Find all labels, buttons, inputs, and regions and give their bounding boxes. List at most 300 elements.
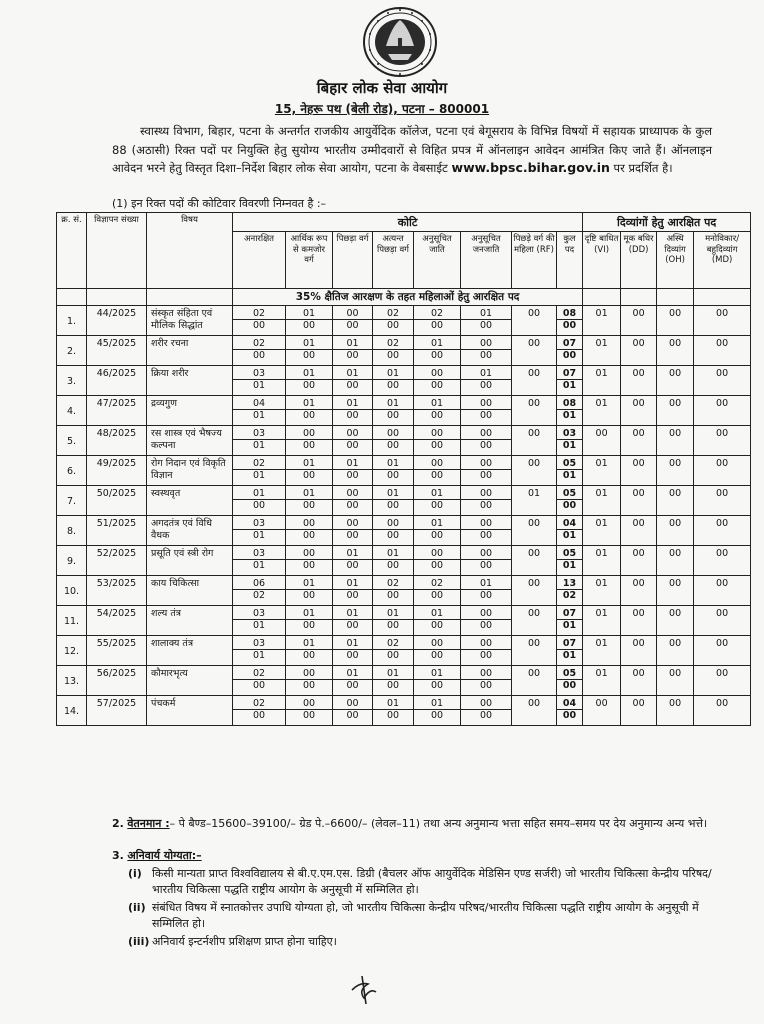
cell-women: 00 (373, 590, 414, 606)
cell-disabled: 00 (694, 366, 751, 396)
col-ebc: अत्यन्त पिछड़ा वर्ग (373, 232, 414, 289)
cell-disabled: 00 (621, 456, 657, 486)
row-subject: शरीर रचना (147, 336, 233, 366)
cell-general: 03 (233, 366, 286, 380)
cell-total: 07 (557, 336, 583, 350)
cell-women: 00 (414, 440, 461, 456)
cell-total: 05 (557, 486, 583, 500)
col-vi: दृष्टि बाधित (VI) (583, 232, 621, 289)
table-row (57, 666, 751, 680)
cell-women: 00 (373, 710, 414, 726)
cell-general: 00 (461, 336, 512, 350)
row-sn: 10. (57, 576, 87, 606)
table-row (57, 636, 751, 650)
cell-women: 00 (333, 470, 373, 486)
cell-disabled: 00 (694, 426, 751, 456)
col-bc: पिछड़ा वर्ग (333, 232, 373, 289)
cell-general: 01 (373, 366, 414, 380)
cell-general: 01 (373, 486, 414, 500)
qual-num: 3. (112, 849, 124, 862)
cell-total-women: 01 (557, 650, 583, 666)
cell-total-women: 01 (557, 440, 583, 456)
cell-total-women: 00 (557, 680, 583, 696)
cell-general: 02 (233, 456, 286, 470)
cell-women: 00 (333, 560, 373, 576)
cell-women: 01 (233, 470, 286, 486)
cell-women: 00 (414, 380, 461, 396)
cell-disabled: 00 (694, 456, 751, 486)
cell-general: 01 (414, 666, 461, 680)
cell-women: 00 (373, 680, 414, 696)
row-adv-no: 53/2025 (87, 576, 147, 606)
row-sn: 11. (57, 606, 87, 636)
cell-women: 00 (333, 410, 373, 426)
cell-general: 03 (233, 426, 286, 440)
row-sn: 8. (57, 516, 87, 546)
qual-item-text: संबंधित विषय में स्नातकोत्तर उपाधि योग्यता हो, जो भारतीय चिकित्सा केन्द्रीय परिषद/भारतीय चिकित्सा पद्धति राष्ट्रीय आयोग के अनुसूची में सम्मिलित हो। (152, 901, 699, 930)
row-subject: द्रव्यगुण (147, 396, 233, 426)
cell-women: 00 (461, 500, 512, 516)
cell-general: 00 (373, 426, 414, 440)
row-adv-no: 56/2025 (87, 666, 147, 696)
row-adv-no: 44/2025 (87, 306, 147, 336)
cell-disabled: 00 (657, 396, 694, 426)
cell-disabled: 00 (657, 456, 694, 486)
cell-general: 00 (286, 546, 333, 560)
cell-women: 00 (461, 530, 512, 546)
cell-women: 00 (373, 620, 414, 636)
cell-women: 00 (286, 590, 333, 606)
cell-women: 00 (286, 710, 333, 726)
cell-disabled: 00 (621, 546, 657, 576)
cell-general: 01 (286, 486, 333, 500)
col-total: कुल पद (557, 232, 583, 289)
cell-general: 01 (286, 636, 333, 650)
cell-general: 02 (233, 306, 286, 320)
cell-total: 05 (557, 546, 583, 560)
cell-total: 07 (557, 366, 583, 380)
cell-general: 00 (461, 516, 512, 530)
cell-women: 00 (414, 560, 461, 576)
col-st: अनुसूचित जनजाति (461, 232, 512, 289)
cell-women: 00 (373, 410, 414, 426)
cell-general: 01 (333, 546, 373, 560)
cell-women: 00 (333, 380, 373, 396)
table-row (57, 306, 751, 320)
qual-item-text: अनिवार्य इन्टर्नशीप प्रशिक्षण प्राप्त होना चाहिए। (152, 935, 337, 948)
cell-disabled: 01 (583, 336, 621, 366)
row-subject: शल्य तंत्र (147, 606, 233, 636)
row-adv-no: 57/2025 (87, 696, 147, 726)
cell-disabled: 00 (657, 366, 694, 396)
cell-total: 08 (557, 396, 583, 410)
cell-women: 00 (286, 680, 333, 696)
cell-total-women: 01 (557, 380, 583, 396)
table-row (57, 486, 751, 500)
cell-total: 04 (557, 516, 583, 530)
cell-rf: 00 (512, 666, 557, 696)
cell-total: 05 (557, 456, 583, 470)
cell-women: 00 (461, 380, 512, 396)
row-subject: रोग निदान एवं विकृति विज्ञान (147, 456, 233, 486)
row-subject: काय चिकित्सा (147, 576, 233, 606)
col-rf: पिछड़े वर्ग की महिला (RF) (512, 232, 557, 289)
cell-women: 00 (373, 350, 414, 366)
cell-disabled: 01 (583, 486, 621, 516)
row-sn: 9. (57, 546, 87, 576)
cell-total-women: 02 (557, 590, 583, 606)
cell-disabled: 00 (657, 516, 694, 546)
cell-women: 01 (233, 410, 286, 426)
cell-women: 00 (373, 530, 414, 546)
cell-general: 04 (233, 396, 286, 410)
website-link[interactable]: www.bpsc.bihar.gov.in (451, 160, 610, 175)
cell-disabled: 00 (694, 396, 751, 426)
col-adv: विज्ञापन संख्या (87, 213, 147, 289)
cell-general: 00 (414, 366, 461, 380)
cell-women: 00 (233, 710, 286, 726)
cell-total-women: 00 (557, 710, 583, 726)
cell-general: 00 (333, 426, 373, 440)
pay-text: – पे बैण्ड–15600–39100/– ग्रेड पे.–6600/– (लेवल–11) तथा अन्य अनुमान्य भत्ता सहित समय–समय पर देय अनुमान्य अन्य भत्ते। (169, 817, 708, 830)
cell-women: 01 (233, 380, 286, 396)
cell-rf: 00 (512, 306, 557, 336)
cell-women: 00 (286, 620, 333, 636)
col-md: मनोविकार/ बहुदिव्यांग (MD) (694, 232, 751, 289)
row-subject: स्वस्थवृत (147, 486, 233, 516)
row-subject: संस्कृत संहिता एवं मौलिक सिद्धांत (147, 306, 233, 336)
cell-disabled: 00 (657, 606, 694, 636)
cell-general: 01 (414, 606, 461, 620)
cell-general: 00 (414, 546, 461, 560)
cell-women: 00 (233, 680, 286, 696)
cell-general: 01 (286, 606, 333, 620)
col-ews: आर्थिक रूप से कमजोर वर्ग (286, 232, 333, 289)
cell-women: 00 (333, 620, 373, 636)
cell-total: 03 (557, 426, 583, 440)
cell-women: 00 (461, 470, 512, 486)
cell-disabled: 00 (657, 426, 694, 456)
cell-general: 00 (286, 426, 333, 440)
cell-general: 00 (373, 516, 414, 530)
qualification-section (112, 848, 722, 950)
cell-disabled: 00 (657, 666, 694, 696)
cell-disabled: 00 (694, 306, 751, 336)
cell-general: 00 (461, 426, 512, 440)
cell-disabled: 00 (621, 306, 657, 336)
table-row (57, 606, 751, 620)
cell-disabled: 01 (583, 636, 621, 666)
cell-total-women: 01 (557, 410, 583, 426)
cell-women: 00 (286, 410, 333, 426)
cell-general: 01 (461, 576, 512, 590)
cell-women: 00 (233, 320, 286, 336)
row-sn: 3. (57, 366, 87, 396)
col-dd: मूक बधिर (DD) (621, 232, 657, 289)
cell-women: 00 (414, 350, 461, 366)
cell-disabled: 00 (621, 366, 657, 396)
cell-rf: 00 (512, 606, 557, 636)
cell-women: 00 (414, 320, 461, 336)
qual-item (112, 900, 722, 932)
table-row (57, 516, 751, 530)
cell-general: 02 (373, 336, 414, 350)
cell-disabled: 00 (621, 666, 657, 696)
cell-general: 00 (333, 516, 373, 530)
row-sn: 6. (57, 456, 87, 486)
cell-disabled: 00 (694, 486, 751, 516)
cell-women: 00 (373, 560, 414, 576)
cell-total: 04 (557, 696, 583, 710)
pay-label: वेतनमान : (127, 817, 170, 830)
row-subject: प्रसूति एवं स्त्री रोग (147, 546, 233, 576)
category-intro: (1) इन रिक्त पदों की कोटिवार विवरणी निम्नवत है :– (112, 197, 327, 210)
cell-women: 00 (286, 440, 333, 456)
table-row (57, 696, 751, 710)
vacancy-rows (57, 306, 751, 726)
cell-rf: 00 (512, 546, 557, 576)
cell-women: 00 (373, 380, 414, 396)
cell-women: 00 (414, 620, 461, 636)
cell-rf: 01 (512, 486, 557, 516)
cell-women: 00 (373, 470, 414, 486)
cell-general: 00 (461, 606, 512, 620)
col-oh: अस्थि दिव्यांग (OH) (657, 232, 694, 289)
qual-item (112, 866, 722, 898)
cell-general: 00 (414, 636, 461, 650)
cell-general: 02 (373, 306, 414, 320)
cell-women: 01 (233, 650, 286, 666)
cell-general: 02 (373, 576, 414, 590)
row-sn: 7. (57, 486, 87, 516)
cell-general: 06 (233, 576, 286, 590)
cell-general: 01 (373, 606, 414, 620)
cell-general: 00 (461, 696, 512, 710)
cell-disabled: 00 (583, 426, 621, 456)
cell-women: 00 (286, 500, 333, 516)
col-ur: अनारक्षित (233, 232, 286, 289)
cell-disabled: 01 (583, 456, 621, 486)
cell-general: 00 (414, 456, 461, 470)
cell-women: 00 (286, 350, 333, 366)
group-category: कोटि (233, 213, 583, 232)
cell-general: 00 (286, 696, 333, 710)
cell-disabled: 00 (694, 546, 751, 576)
row-adv-no: 46/2025 (87, 366, 147, 396)
intro-paragraph (112, 122, 712, 178)
cell-disabled: 00 (694, 606, 751, 636)
cell-women: 00 (461, 710, 512, 726)
cell-disabled: 00 (694, 336, 751, 366)
table-row (57, 576, 751, 590)
commission-title: बिहार लोक सेवा आयोग (316, 79, 448, 97)
cell-disabled: 00 (621, 486, 657, 516)
cell-disabled: 00 (621, 426, 657, 456)
cell-women: 00 (461, 620, 512, 636)
cell-women: 00 (286, 560, 333, 576)
cell-disabled: 01 (583, 516, 621, 546)
cell-women: 00 (414, 590, 461, 606)
cell-general: 01 (333, 366, 373, 380)
cell-general: 01 (373, 666, 414, 680)
cell-disabled: 01 (583, 666, 621, 696)
cell-women: 02 (233, 590, 286, 606)
qual-item-no: (i) (128, 867, 142, 880)
cell-general: 03 (233, 606, 286, 620)
cell-disabled: 00 (694, 666, 751, 696)
cell-women: 00 (461, 410, 512, 426)
cell-general: 01 (286, 306, 333, 320)
cell-general: 00 (286, 516, 333, 530)
cell-rf: 00 (512, 366, 557, 396)
cell-total-women: 00 (557, 320, 583, 336)
cell-total-women: 01 (557, 560, 583, 576)
cell-disabled: 00 (657, 336, 694, 366)
cell-women: 00 (414, 650, 461, 666)
cell-total: 05 (557, 666, 583, 680)
cell-general: 01 (286, 396, 333, 410)
cell-disabled: 00 (694, 636, 751, 666)
table-row (57, 396, 751, 410)
cell-rf: 00 (512, 336, 557, 366)
cell-general: 03 (233, 516, 286, 530)
cell-disabled: 00 (657, 636, 694, 666)
cell-general: 01 (333, 396, 373, 410)
cell-disabled: 00 (694, 576, 751, 606)
cell-women: 00 (233, 500, 286, 516)
cell-general: 01 (414, 396, 461, 410)
cell-women: 00 (373, 320, 414, 336)
cell-women: 00 (286, 380, 333, 396)
cell-rf: 00 (512, 426, 557, 456)
cell-women: 00 (333, 680, 373, 696)
cell-women: 00 (373, 440, 414, 456)
cell-disabled: 01 (583, 396, 621, 426)
cell-general: 01 (414, 336, 461, 350)
qual-item-no: (ii) (128, 901, 146, 914)
cell-women: 00 (286, 470, 333, 486)
cell-women: 00 (461, 680, 512, 696)
cell-general: 03 (233, 546, 286, 560)
cell-women: 00 (373, 650, 414, 666)
cell-general: 01 (333, 576, 373, 590)
cell-women: 00 (414, 470, 461, 486)
intro-tail: पर प्रदर्शित है। (609, 161, 673, 175)
cell-disabled: 00 (657, 576, 694, 606)
row-adv-no: 48/2025 (87, 426, 147, 456)
cell-general: 01 (373, 456, 414, 470)
cell-women: 00 (461, 590, 512, 606)
cell-total-women: 00 (557, 500, 583, 516)
cell-general: 03 (233, 636, 286, 650)
row-adv-no: 45/2025 (87, 336, 147, 366)
cell-general: 00 (461, 486, 512, 500)
cell-disabled: 00 (621, 336, 657, 366)
cell-women: 00 (414, 500, 461, 516)
cell-general: 01 (414, 486, 461, 500)
row-adv-no: 54/2025 (87, 606, 147, 636)
table-row (57, 426, 751, 440)
cell-disabled: 00 (657, 306, 694, 336)
row-subject: कौमारभृत्य (147, 666, 233, 696)
cell-general: 01 (333, 606, 373, 620)
cell-women: 00 (414, 710, 461, 726)
signature-mark (346, 968, 382, 1008)
row-sn: 4. (57, 396, 87, 426)
cell-women: 00 (333, 440, 373, 456)
col-subject: विषय (147, 213, 233, 289)
qual-item-no: (iii) (128, 935, 150, 948)
cell-total: 07 (557, 636, 583, 650)
cell-women: 00 (461, 350, 512, 366)
cell-disabled: 00 (657, 696, 694, 726)
cell-general: 01 (461, 306, 512, 320)
cell-general: 01 (233, 486, 286, 500)
cell-women: 00 (373, 500, 414, 516)
table-row (57, 546, 751, 560)
cell-total-women: 01 (557, 470, 583, 486)
cell-general: 02 (373, 636, 414, 650)
row-subject: पंचकर्म (147, 696, 233, 726)
cell-general: 01 (373, 546, 414, 560)
cell-women: 00 (233, 350, 286, 366)
cell-disabled: 00 (657, 486, 694, 516)
cell-general: 02 (233, 666, 286, 680)
row-subject: रस शास्त्र एवं भैषज्य कल्पना (147, 426, 233, 456)
cell-general: 01 (286, 456, 333, 470)
cell-women: 00 (333, 500, 373, 516)
commission-address: 15, नेहरू पथ (बेली रोड), पटना – 800001 (274, 102, 490, 116)
cell-women: 00 (333, 530, 373, 546)
row-subject: क्रिया शरीर (147, 366, 233, 396)
cell-general: 02 (414, 576, 461, 590)
qual-item (112, 934, 722, 950)
table-row (57, 366, 751, 380)
cell-women: 01 (233, 530, 286, 546)
cell-total-women: 01 (557, 530, 583, 546)
cell-general: 01 (373, 696, 414, 710)
cell-women: 00 (333, 650, 373, 666)
cell-women: 01 (233, 440, 286, 456)
cell-general: 01 (461, 366, 512, 380)
cell-disabled: 00 (621, 696, 657, 726)
cell-general: 02 (233, 336, 286, 350)
cell-general: 00 (333, 306, 373, 320)
row-adv-no: 49/2025 (87, 456, 147, 486)
qual-label: अनिवार्य योग्यता:– (127, 849, 202, 862)
cell-women: 00 (461, 440, 512, 456)
cell-disabled: 00 (621, 396, 657, 426)
cell-rf: 00 (512, 696, 557, 726)
cell-general: 01 (286, 576, 333, 590)
cell-disabled: 00 (621, 606, 657, 636)
cell-rf: 00 (512, 576, 557, 606)
row-adv-no: 50/2025 (87, 486, 147, 516)
row-sn: 13. (57, 666, 87, 696)
cell-general: 01 (414, 696, 461, 710)
cell-general: 02 (414, 306, 461, 320)
cell-women: 01 (233, 560, 286, 576)
pay-num: 2. (112, 817, 124, 830)
cell-disabled: 00 (621, 576, 657, 606)
col-sn: क्र. सं. (57, 213, 87, 289)
cell-general: 01 (373, 396, 414, 410)
cell-women: 00 (286, 320, 333, 336)
women-reservation-note: 35% क्षैतिज आरक्षण के तहत महिलाओं हेतु आरक्षित पद (233, 289, 583, 306)
cell-disabled: 00 (657, 546, 694, 576)
cell-disabled: 00 (621, 516, 657, 546)
cell-women: 01 (233, 620, 286, 636)
